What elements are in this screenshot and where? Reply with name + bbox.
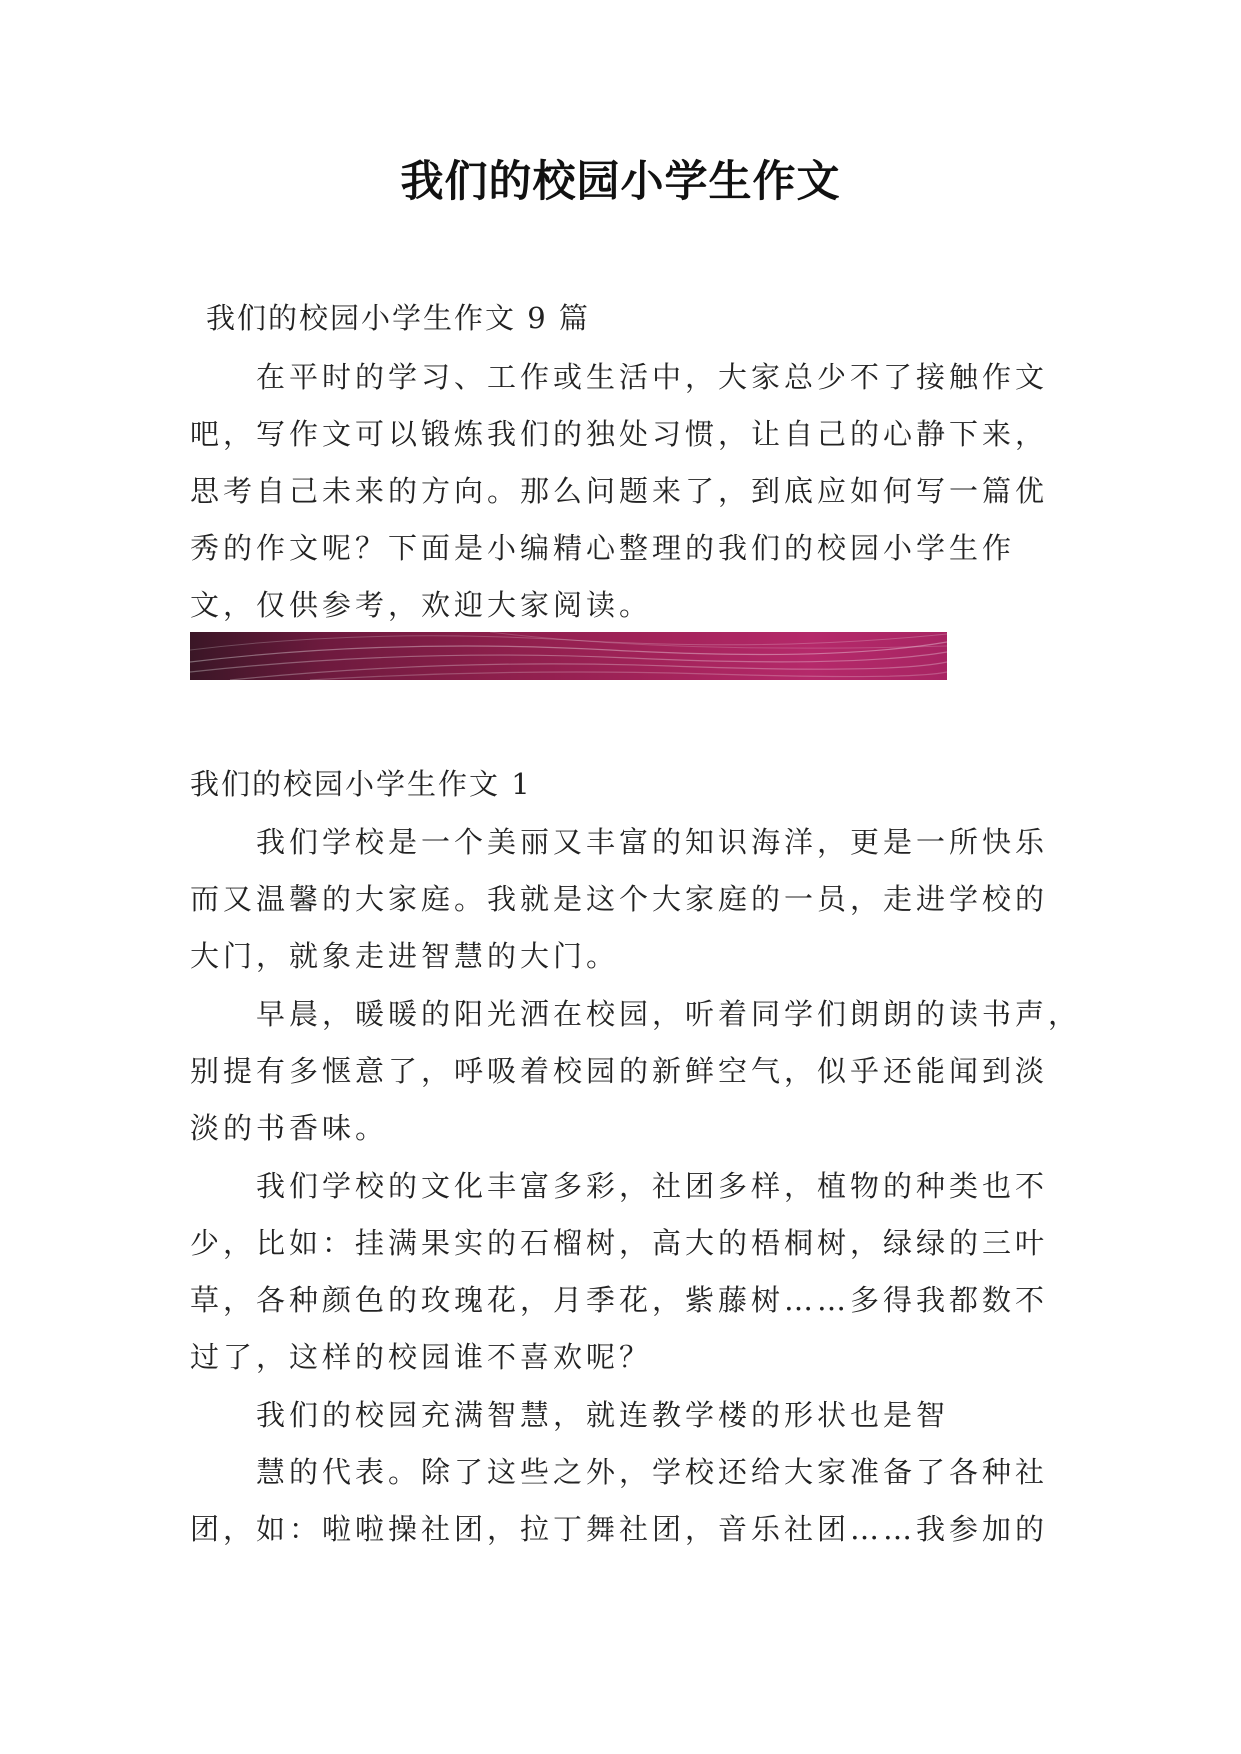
section-heading: 我们的校园小学生作文 1 — [190, 767, 532, 801]
intro-line: 思考自己未来的方向。那么问题来了，到底应如何写一篇优 — [190, 474, 1049, 508]
intro-line: 秀的作文呢？下面是小编精心整理的我们的校园小学生作 — [190, 531, 1016, 565]
body-line: 早晨，暖暖的阳光洒在校园，听着同学们朗朗的读书声， — [256, 997, 1082, 1031]
document-title: 我们的校园小学生作文 — [400, 157, 841, 207]
body-line: 过了，这样的校园谁不喜欢呢？ — [190, 1340, 653, 1374]
body-line: 团，如：啦啦操社团，拉丁舞社团，音乐社团……我参加的 — [190, 1512, 1049, 1546]
body-line: 少，比如：挂满果实的石榴树，高大的梧桐树，绿绿的三叶 — [190, 1226, 1049, 1260]
intro-line: 吧，写作文可以锻炼我们的独处习惯，让自己的心静下来， — [190, 417, 1049, 451]
body-line: 别提有多惬意了，呼吸着校园的新鲜空气，似乎还能闻到淡 — [190, 1054, 1049, 1088]
body-line: 淡的书香味。 — [190, 1111, 389, 1145]
body-line: 而又温馨的大家庭。我就是这个大家庭的一员，走进学校的 — [190, 882, 1049, 916]
body-line: 草，各种颜色的玫瑰花，月季花，紫藤树……多得我都数不 — [190, 1283, 1049, 1317]
document-subtitle: 我们的校园小学生作文 9 篇 — [206, 301, 590, 335]
body-line: 我们学校是一个美丽又丰富的知识海洋，更是一所快乐 — [256, 825, 1049, 859]
banner-curves-graphic — [190, 632, 947, 680]
body-line: 我们的校园充满智慧，就连教学楼的形状也是智 — [256, 1398, 950, 1432]
decorative-banner-image — [190, 632, 947, 680]
intro-line: 在平时的学习、工作或生活中，大家总少不了接触作文 — [256, 360, 1049, 394]
body-line: 我们学校的文化丰富多彩，社团多样，植物的种类也不 — [256, 1169, 1049, 1203]
body-line: 大门，就象走进智慧的大门。 — [190, 939, 620, 973]
intro-line: 文，仅供参考，欢迎大家阅读。 — [190, 588, 653, 622]
body-line: 慧的代表。除了这些之外，学校还给大家准备了各种社 — [256, 1455, 1049, 1489]
